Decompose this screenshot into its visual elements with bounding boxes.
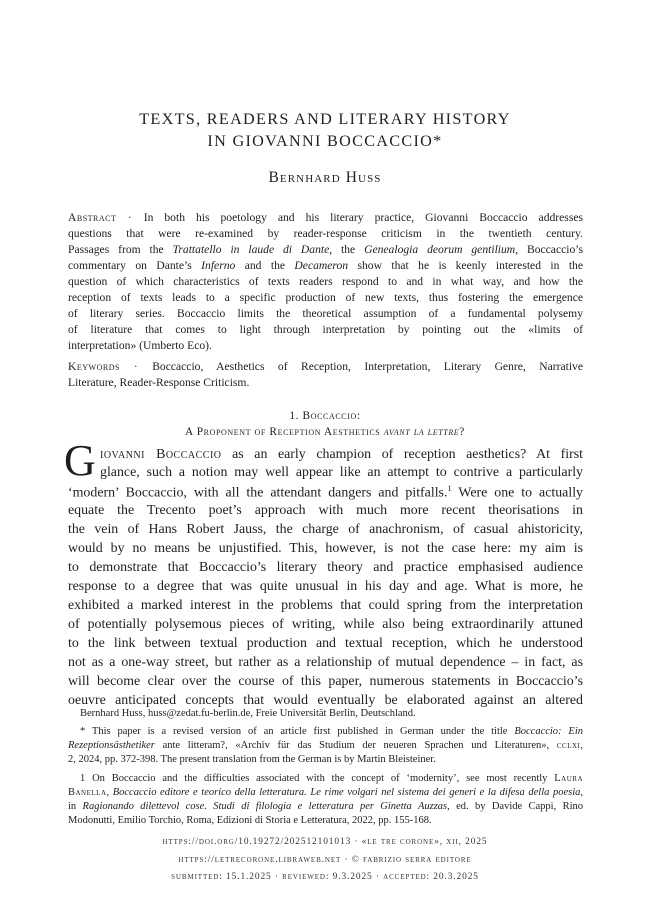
author-affiliation: Bernhard Huss, huss@zedat.fu-berlin.de, Freie Universität Berlin, Deutschland. xyxy=(80,708,416,719)
footnote-ref-1[interactable]: 1 xyxy=(447,484,452,493)
keywords-label: Keywords · xyxy=(68,360,153,373)
drop-cap: G xyxy=(64,436,96,485)
dates-line: submitted: 15.1.2025 · reviewed: 9.3.2025 · accepted: 20.3.2025 xyxy=(171,872,479,882)
author-name: Bernhard Huss xyxy=(268,169,382,186)
article-page: TEXTS, READERS AND LITERARY HISTORY IN GIOVANNI BOCCACCIO* Bernhard Huss Abstract · In both his poetology and his literary practice, Giovanni Boccaccio addresses questions that were re-examined by reader-response criticism in the twentieth century. Passages from the Trattatello in laude di Dante, the Genealogia deorum gentilium, Boccaccio’s commentary on Dante’s Inferno and the Decameron show that he is keenly interested in the question of which characteristics of texts readers respond to and in what way, and how the reception of texts leads to a specific production of new texts, thus fostering the emergence of literary series. Boccaccio limits the theoretical assumption of a fundamental polysemy of literature that comes to light through interpretation by pointing out the «limits of interpretation» (Umberto Eco). Keywords · Boccaccio, Aesthetics of Reception, Interpretation, Literary Genre, Narrative Literature, Reader-Response Criticism. 1. Boccaccio: A Proponent of Reception Aesthetics avant la lettre? G iovanni Boccaccio as an early champion of reception aesthetics? At first glance, such a notion may well appear like an attempt to contrive a particularly ‘modern’ Boccaccio, with all the attendant dangers and pitfalls.$^1$ Were one to actually equate the Trecento poet’s approach with much more recent theorisations in the vein of Hans Robert Jauss, the charge of anachronism, of casual ahistoricity, would by no means be unjustified. This, however, is not the case here: my aim is to demonstrate that Boccaccio’s literary theory and practice emphasised audience response to a degree that was quite unusual in his day and age. What is more, he exhibited a marked interest in the problems that could spring from the interpretation of potentially polysemous pieces of writing, while also being extraordinarily attuned to the link between textual production and textual reception, which he understood not as a one-way street, but rather as a relationship of mutual dependence – in fact, as will become clear over the course of this paper, numerous statements in Boccaccio’s oeuvre anticipated concepts that would eventually be elaborated against an altered Bernhard Huss, huss@zedat.fu-berlin.de, Freie Universität Berlin, Deutschland. * This paper is a revised version of an article first published in German under the title Boccaccio: Ein Rezeptionsästhetiker ante litteram?, «Archiv für das Studium der neueren Sprachen und Literaturen», cclxi, 2, 2024, pp. 372-398. The present translation from the German is by Martin Bleisteiner. 1 On Boccaccio and the difficulties associated with the concept of ‘modernity’, see most recently Laura Banella, Boccaccio editore e teorico della letteratura. Le rime volgari nel sistema dei generi e la difesa della poesia, in Ragionando dilettevol cose. Studi di filologia e letteratura per Ginetta Auzzas, ed. by Davide Cappi, Rino Modonutti, Emilio Torchio, Roma, Edizioni di Storia e Letteratura, 2022, pp. 155-168. https://doi.org/10.19272/202512101013 · «le tre corone», xii, 2025 https://letrecorone.libraweb.net · © fabrizio serra editore submitted: 15.1.2025 · reviewed: 9.3.2025 · accepted: 20.3.2025 xyxy=(0,0,650,922)
footnote-star: * This paper is a revised version of an article first published in German under the title Boccaccio: Ein xyxy=(80,726,583,737)
doi-line[interactable]: https://doi.org/10.19272/202512101013 · «le tre corone», xii, 2025 xyxy=(162,837,488,847)
section-heading-title: A Proponent of Reception Aesthetics avant la lettre? xyxy=(185,426,465,438)
footnote-1: 1 On Boccaccio and the difficulties associated with the concept of ‘modernity’, see most recently Laura xyxy=(80,773,583,784)
article-title-line-2: IN GIOVANNI BOCCACCIO* xyxy=(207,132,443,150)
article-title-line-1: TEXTS, READERS AND LITERARY HISTORY xyxy=(139,110,511,128)
abstract-label: Abstract · xyxy=(68,211,144,224)
website-line[interactable]: https://letrecorone.libraweb.net · © fabrizio serra editore xyxy=(178,855,472,865)
section-heading-number: 1. Boccaccio: xyxy=(289,410,361,422)
